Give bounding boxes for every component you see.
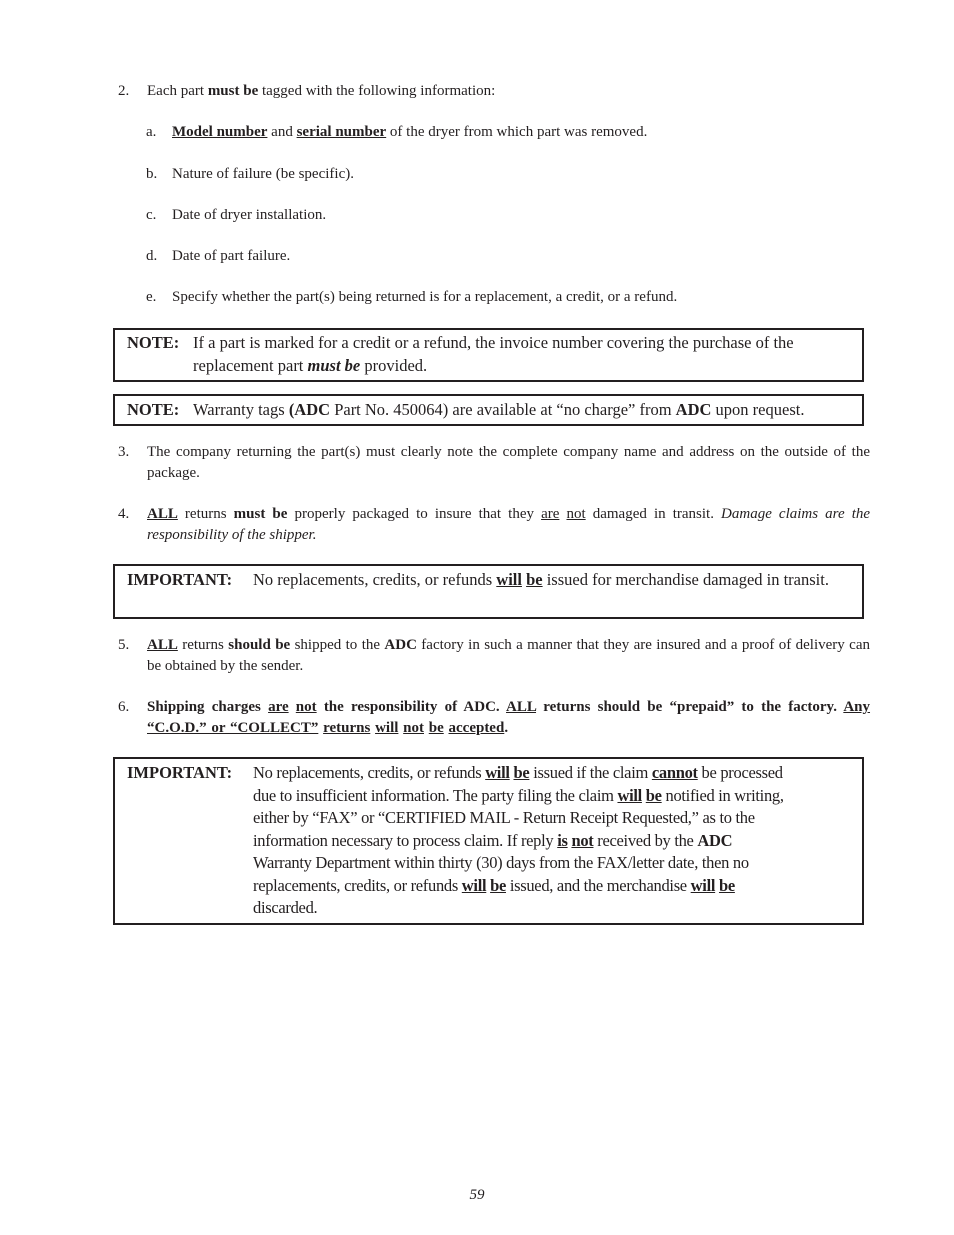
important-text: No replacements, credits, or refunds will be issued for merchandise damaged in transit. [253,570,829,589]
item-number: 5. [118,637,130,653]
list-item-2 [118,81,870,102]
note-text: If a part is marked for a credit or a refund, the invoice number covering the purchase of the replacement part must be provided. [193,333,794,375]
sub-item-text: Date of part failure. [172,248,291,264]
sub-item-letter: c. [146,207,157,223]
item-number: 2. [118,83,130,99]
sub-item-text: Nature of failure (be specific). [172,166,354,182]
note-label: NOTE: [127,400,180,419]
important-label: IMPORTANT: [127,570,233,589]
sub-item-c [146,205,846,225]
item-text: ALL returns should be shipped to the ADC factory in such a manner that they are insured and a proof of delivery can be obtained by the sender. [147,637,870,674]
note-box-warranty-tags [113,394,864,426]
sub-item-text: Specify whether the part(s) being returned is for a replacement, a credit, or a refund. [172,289,678,305]
important-label: IMPORTANT: [127,763,233,782]
important-box-damaged [113,564,864,619]
item-number: 4. [118,506,130,522]
list-item-6 [118,697,870,739]
item-text: Shipping charges are not the responsibility of ADC. ALL returns should be “prepaid” to the factory. Any “C.O.D.” or “COLLECT” returns will not be accepted. [147,699,871,736]
important-box-insufficient-info [113,757,864,925]
item-text: Each part must be tagged with the following information: [147,83,496,99]
sub-item-letter: e. [146,289,157,305]
sub-item-a [146,122,846,142]
item-text: ALL returns must be properly packaged to insure that they are not damaged in transit. Damage claims are the responsibility of the shipper. [147,506,871,543]
sub-item-text: Model number and serial number of the dryer from which part was removed. [172,124,648,140]
list-item-5 [118,635,870,677]
note-box-credit-refund [113,328,864,382]
sub-item-b [146,164,846,184]
note-text: Warranty tags (ADC Part No. 450064) are available at “no charge” from ADC upon request. [193,400,805,419]
sub-item-d [146,246,846,266]
sub-item-letter: d. [146,248,158,264]
sub-item-e [146,287,866,307]
item-number: 6. [118,699,130,715]
item-number: 3. [118,444,130,460]
list-item-3 [118,442,870,484]
list-item-4 [118,504,870,546]
important-text: No replacements, credits, or refunds will be issued if the claim cannot be processed due to insufficient information. The party filing the claim will be notified in writing, either by “FAX” or “CERTIFIED MAIL - Return Receipt Requested,” as to the information necessary to process claim. If reply is not received by the ADC Warranty Department within thirty (30) days from the FAX/letter date, then no replacements, credits, or refunds will be issued, and the merchandise will be discarded. [253,763,784,917]
item-text: The company returning the part(s) must clearly note the complete company name and address on the outside of the package. [147,444,870,481]
note-label: NOTE: [127,333,180,352]
sub-item-letter: b. [146,166,158,182]
sub-item-text: Date of dryer installation. [172,207,327,223]
page-number: 59 [469,1187,485,1203]
sub-item-letter: a. [146,124,157,140]
